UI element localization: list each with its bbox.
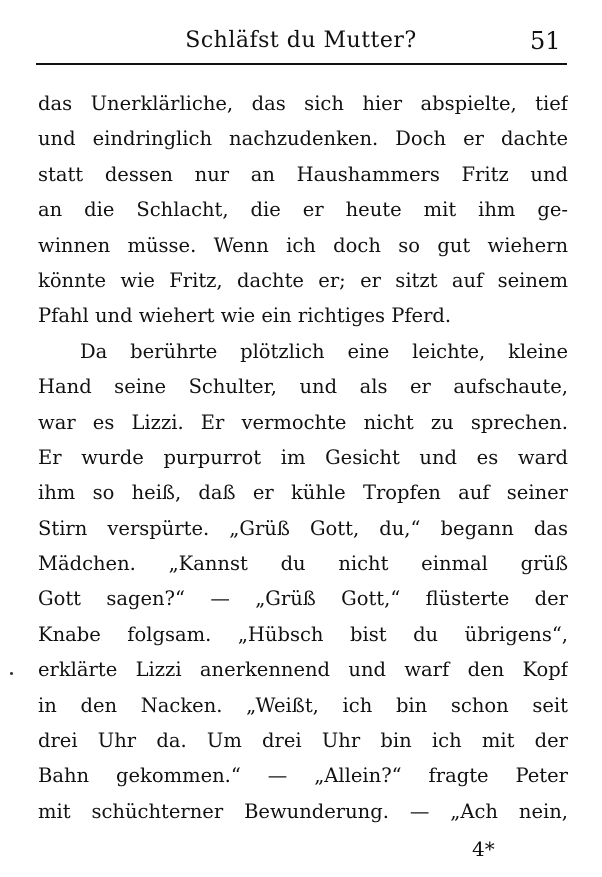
text-line: Gott sagen?“ — „Grüß Gott,“ flüsterte der: [38, 587, 568, 611]
text-line: Pfahl und wiehert wie ein richtiges Pferd.: [38, 304, 452, 328]
text-line: an die Schlacht, die er heute mit ihm ge-: [38, 198, 568, 222]
text-line: Bahn gekommen.“ — „Allein?“ fragte Peter: [38, 764, 568, 788]
text-line: Stirn verspürte. „Grüß Gott, du,“ begann das: [38, 516, 568, 540]
margin-speck: [10, 672, 13, 675]
body-text: [38, 86, 568, 829]
text-line: Da berührte plötzlich eine leichte, kleine: [80, 339, 568, 363]
text-line: in den Nacken. „Weißt, ich bin schon seit: [38, 693, 568, 717]
text-line: Knabe folgsam. „Hübsch bist du übrigens“,: [38, 622, 568, 646]
text-line: erklärte Lizzi anerkennend und warf den Kopf: [38, 658, 568, 682]
text-line: statt dessen nur an Haushammers Fritz und: [38, 162, 568, 186]
page-number: 51: [530, 27, 561, 55]
text-line: Er wurde purpurrot im Gesicht und es ward: [38, 445, 568, 469]
text-line: mit schüchterner Bewunderung. — „Ach nein,: [38, 799, 568, 823]
signature-mark: 4*: [472, 837, 495, 861]
text-line: winnen müsse. Wenn ich doch so gut wiehern: [38, 233, 568, 257]
running-header-title: Schläfst du Mutter?: [185, 28, 417, 53]
text-line: Mädchen. „Kannst du nicht einmal grüß: [38, 552, 568, 576]
text-line: drei Uhr da. Um drei Uhr bin ich mit der: [38, 729, 568, 753]
text-line: ihm so heiß, daß er kühle Tropfen auf seiner: [38, 481, 568, 505]
text-line: Hand seine Schulter, und als er aufschaute,: [38, 375, 568, 399]
text-line: das Unerklärliche, das sich hier abspielte, tief: [38, 92, 568, 115]
header-rule: [36, 63, 567, 65]
text-line: könnte wie Fritz, dachte er; er sitzt auf seinem: [38, 268, 568, 292]
text-line: und eindringlich nachzudenken. Doch er dachte: [38, 127, 568, 151]
text-line: war es Lizzi. Er vermochte nicht zu sprechen.: [38, 410, 568, 434]
